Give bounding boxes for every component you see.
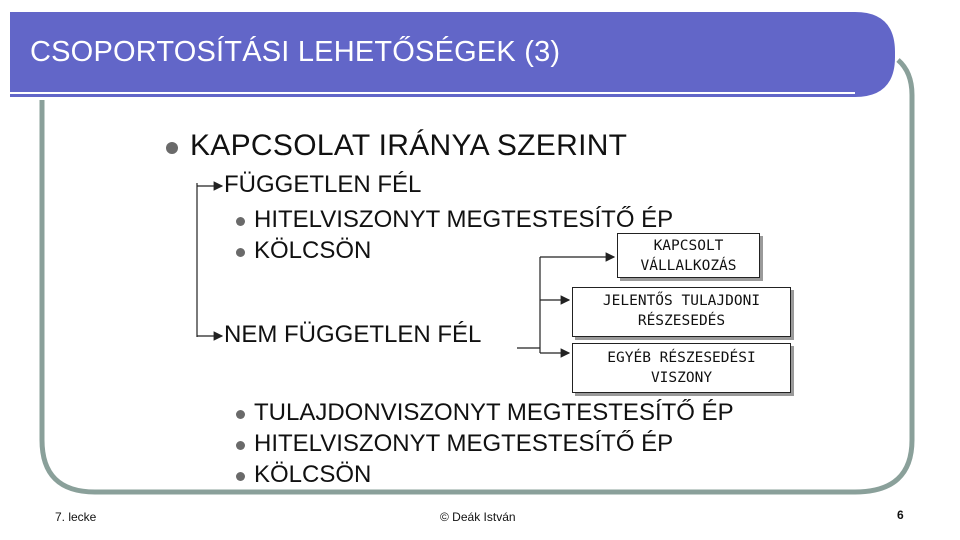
list-item: KÖLCSÖN	[254, 461, 372, 488]
bullet-dot	[236, 410, 245, 419]
box-line: EGYÉB RÉSZESEDÉSI	[607, 350, 756, 366]
bullet-dot	[236, 441, 245, 450]
dependent-party-label: NEM FÜGGETLEN FÉL	[224, 321, 482, 348]
bullet-dot	[236, 472, 245, 481]
box-line: JELENTŐS TULAJDONI	[602, 293, 761, 309]
footer-author: © Deák István	[440, 510, 516, 524]
footer-lecture: 7. lecke	[55, 510, 97, 524]
box-line: VÁLLALKOZÁS	[640, 258, 737, 274]
list-item: TULAJDONVISZONYT MEGTESTESÍTŐ ÉP	[254, 399, 734, 426]
list-item: HITELVISZONYT MEGTESTESÍTŐ ÉP	[254, 430, 674, 457]
independent-party-label: FÜGGETLEN FÉL	[224, 171, 422, 198]
section-heading: KAPCSOLAT IRÁNYA SZERINT	[190, 129, 628, 162]
related-company-box	[617, 233, 760, 278]
box-line: VISZONY	[650, 370, 713, 386]
page-number: 6	[897, 508, 904, 522]
box-line: RÉSZESEDÉS	[637, 313, 726, 329]
bullet-dot	[236, 217, 245, 226]
slide-title: CSOPORTOSÍTÁSI LEHETŐSÉGEK (3)	[30, 36, 561, 68]
list-item: KÖLCSÖN	[254, 237, 372, 264]
bullet-dot	[236, 248, 245, 257]
other-participation-box	[572, 343, 791, 393]
list-item: HITELVISZONYT MEGTESTESÍTŐ ÉP	[254, 206, 674, 233]
significant-ownership-box	[572, 287, 791, 337]
box-line: KAPCSOLT	[653, 238, 724, 254]
